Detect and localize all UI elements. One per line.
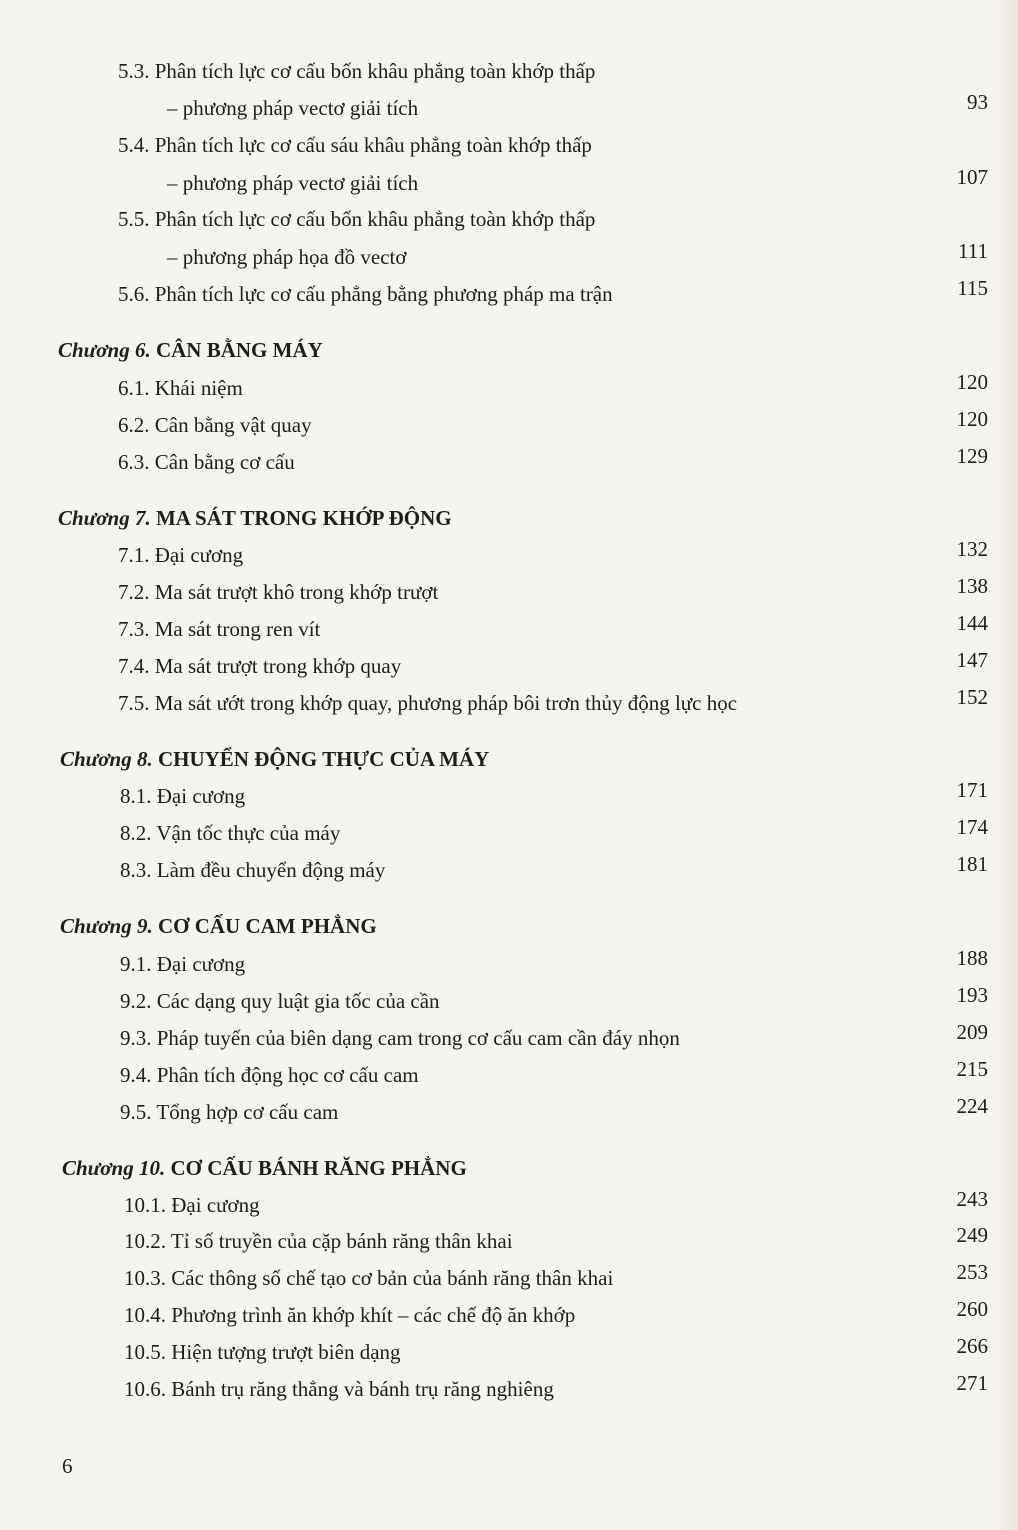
- toc-page-number: 215: [956, 1057, 988, 1081]
- chapter-heading: [0, 741, 1018, 777]
- toc-entry: [0, 1260, 1018, 1296]
- toc-entry-title: 7.1. Đại cương: [118, 543, 244, 567]
- chapter-label: Chương 6.: [58, 338, 151, 362]
- toc-page-number: 249: [956, 1223, 988, 1247]
- toc-entry-title: 9.1. Đại cương: [120, 952, 246, 976]
- toc-entry: [0, 1020, 1018, 1056]
- toc-entry-title: – phương pháp vectơ giải tích: [167, 171, 419, 195]
- toc-entry-title: 6.1. Khái niệm: [118, 376, 243, 400]
- toc-entry-title: 7.4. Ma sát trượt trong khớp quay: [118, 654, 402, 678]
- toc-page-number: 115: [957, 276, 988, 300]
- toc-page-number: 188: [956, 946, 988, 970]
- toc-entry-title: 5.5. Phân tích lực cơ cấu bốn khâu phẳng toàn khớp thấp: [118, 207, 596, 231]
- toc-entry: [0, 239, 1018, 275]
- toc-entry-title: 10.3. Các thông số chế tạo cơ bản của bánh răng thân khai: [124, 1266, 614, 1290]
- toc-page-number: 132: [956, 537, 988, 561]
- toc-entry-title: 8.2. Vận tốc thực của máy: [120, 821, 341, 845]
- chapter-label: Chương 8.: [60, 747, 153, 771]
- toc-entry-title: 8.3. Làm đều chuyển động máy: [120, 858, 386, 882]
- toc-page-number: 138: [956, 574, 988, 598]
- toc-entry-title: 9.3. Pháp tuyến của biên dạng cam trong cơ cấu cam cần đáy nhọn: [120, 1026, 680, 1050]
- toc-entry: [0, 1094, 1018, 1130]
- toc-page-number: 171: [956, 778, 988, 802]
- toc-page-number: 266: [956, 1334, 988, 1358]
- toc-entry-title: – phương pháp vectơ giải tích: [167, 96, 419, 120]
- chapter-title: CƠ CẤU CAM PHẲNG: [157, 914, 377, 938]
- toc-entry: [0, 127, 1018, 163]
- toc-page-number: 181: [956, 852, 988, 876]
- toc-entry: [0, 407, 1018, 443]
- chapter-label: Chương 7.: [58, 506, 151, 530]
- toc-page-number: 209: [956, 1020, 988, 1044]
- toc-entry: [0, 611, 1018, 647]
- toc-entry-title: 10.1. Đại cương: [124, 1193, 260, 1217]
- toc-entry: [0, 201, 1018, 237]
- toc-entry-title: 6.2. Cân bằng vật quay: [118, 413, 312, 437]
- chapter-title: MA SÁT TRONG KHỚP ĐỘNG: [155, 506, 452, 530]
- toc-entry-title: 10.4. Phương trình ăn khớp khít – các chế độ ăn khớp: [124, 1303, 576, 1327]
- toc-entry-title: 7.5. Ma sát ướt trong khớp quay, phương pháp bôi trơn thủy động lực học: [118, 691, 738, 715]
- toc-entry: [0, 53, 1018, 89]
- chapter-label: Chương 10.: [62, 1156, 166, 1180]
- toc-entry-title: 10.6. Bánh trụ răng thẳng và bánh trụ răng nghiêng: [124, 1377, 554, 1401]
- toc-page-number: 111: [958, 239, 988, 263]
- toc-page-number: 253: [956, 1260, 988, 1284]
- toc-entry: [0, 685, 1018, 721]
- chapter-heading: [0, 332, 1018, 368]
- toc-entry-title: 6.3. Cân bằng cơ cấu: [118, 450, 295, 474]
- toc-entry-title: 7.2. Ma sát trượt khô trong khớp trượt: [118, 580, 439, 604]
- toc-page-number: 147: [956, 648, 988, 672]
- toc-entry: [0, 1371, 1018, 1407]
- toc-entry: [0, 444, 1018, 480]
- toc-entry: [0, 370, 1018, 406]
- toc-entry: [0, 1223, 1018, 1259]
- chapter-title: CHUYỂN ĐỘNG THỰC CỦA MÁY: [157, 747, 490, 771]
- toc-page-number: 120: [956, 407, 988, 431]
- chapter-heading: [0, 908, 1018, 944]
- toc-entry-title: 8.1. Đại cương: [120, 784, 246, 808]
- toc-entry-title: 9.4. Phân tích động học cơ cấu cam: [120, 1063, 419, 1087]
- chapter-heading: [0, 1150, 1018, 1186]
- toc-entry: [0, 815, 1018, 851]
- toc-entry: [0, 1334, 1018, 1370]
- toc-entry-title: 9.2. Các dạng quy luật gia tốc của cần: [120, 989, 440, 1013]
- toc-entry: [0, 946, 1018, 982]
- chapter-title: CƠ CẤU BÁNH RĂNG PHẲNG: [170, 1156, 467, 1180]
- toc-page-number: 174: [956, 815, 988, 839]
- toc-page-number: 93: [967, 90, 988, 114]
- toc-page-number: 152: [956, 685, 988, 709]
- toc-entry: [0, 1187, 1018, 1223]
- toc-entry: [0, 537, 1018, 573]
- chapter-label: Chương 9.: [60, 914, 153, 938]
- toc-page-number: 107: [956, 165, 988, 189]
- toc-page-number: 260: [956, 1297, 988, 1321]
- toc-entry: [0, 1057, 1018, 1093]
- toc-entry: [0, 852, 1018, 888]
- toc-entry: [0, 778, 1018, 814]
- toc-entry: [0, 1297, 1018, 1333]
- toc-page-number: 271: [956, 1371, 988, 1395]
- toc-entry-title: 10.2. Tỉ số truyền của cặp bánh răng thân khai: [124, 1229, 513, 1253]
- chapter-heading: [0, 500, 1018, 536]
- toc-entry-title: 5.3. Phân tích lực cơ cấu bốn khâu phẳng toàn khớp thấp: [118, 59, 596, 83]
- toc-page-number: 243: [956, 1187, 988, 1211]
- toc-page-number: 129: [956, 444, 988, 468]
- page-number: 6: [62, 1454, 73, 1478]
- toc-entry: [0, 90, 1018, 126]
- toc-entry-title: 9.5. Tổng hợp cơ cấu cam: [120, 1100, 339, 1124]
- toc-entry-title: – phương pháp họa đồ vectơ: [167, 245, 407, 269]
- toc-page-number: 224: [956, 1094, 988, 1118]
- toc-page-number: 120: [956, 370, 988, 394]
- toc-entry: [0, 648, 1018, 684]
- toc-entry-title: 5.4. Phân tích lực cơ cấu sáu khâu phẳng toàn khớp thấp: [118, 133, 592, 157]
- toc-page-number: 193: [956, 983, 988, 1007]
- toc-entry: [0, 165, 1018, 201]
- toc-entry: [0, 983, 1018, 1019]
- toc-entry: [0, 276, 1018, 312]
- toc-page-number: 144: [956, 611, 988, 635]
- toc-entry-title: 7.3. Ma sát trong ren vít: [118, 617, 321, 641]
- toc-entry: [0, 574, 1018, 610]
- toc-entry-title: 10.5. Hiện tượng trượt biên dạng: [124, 1340, 401, 1364]
- toc-entry-title: 5.6. Phân tích lực cơ cấu phẳng bằng phương pháp ma trận: [118, 282, 613, 306]
- chapter-title: CÂN BẰNG MÁY: [155, 338, 323, 362]
